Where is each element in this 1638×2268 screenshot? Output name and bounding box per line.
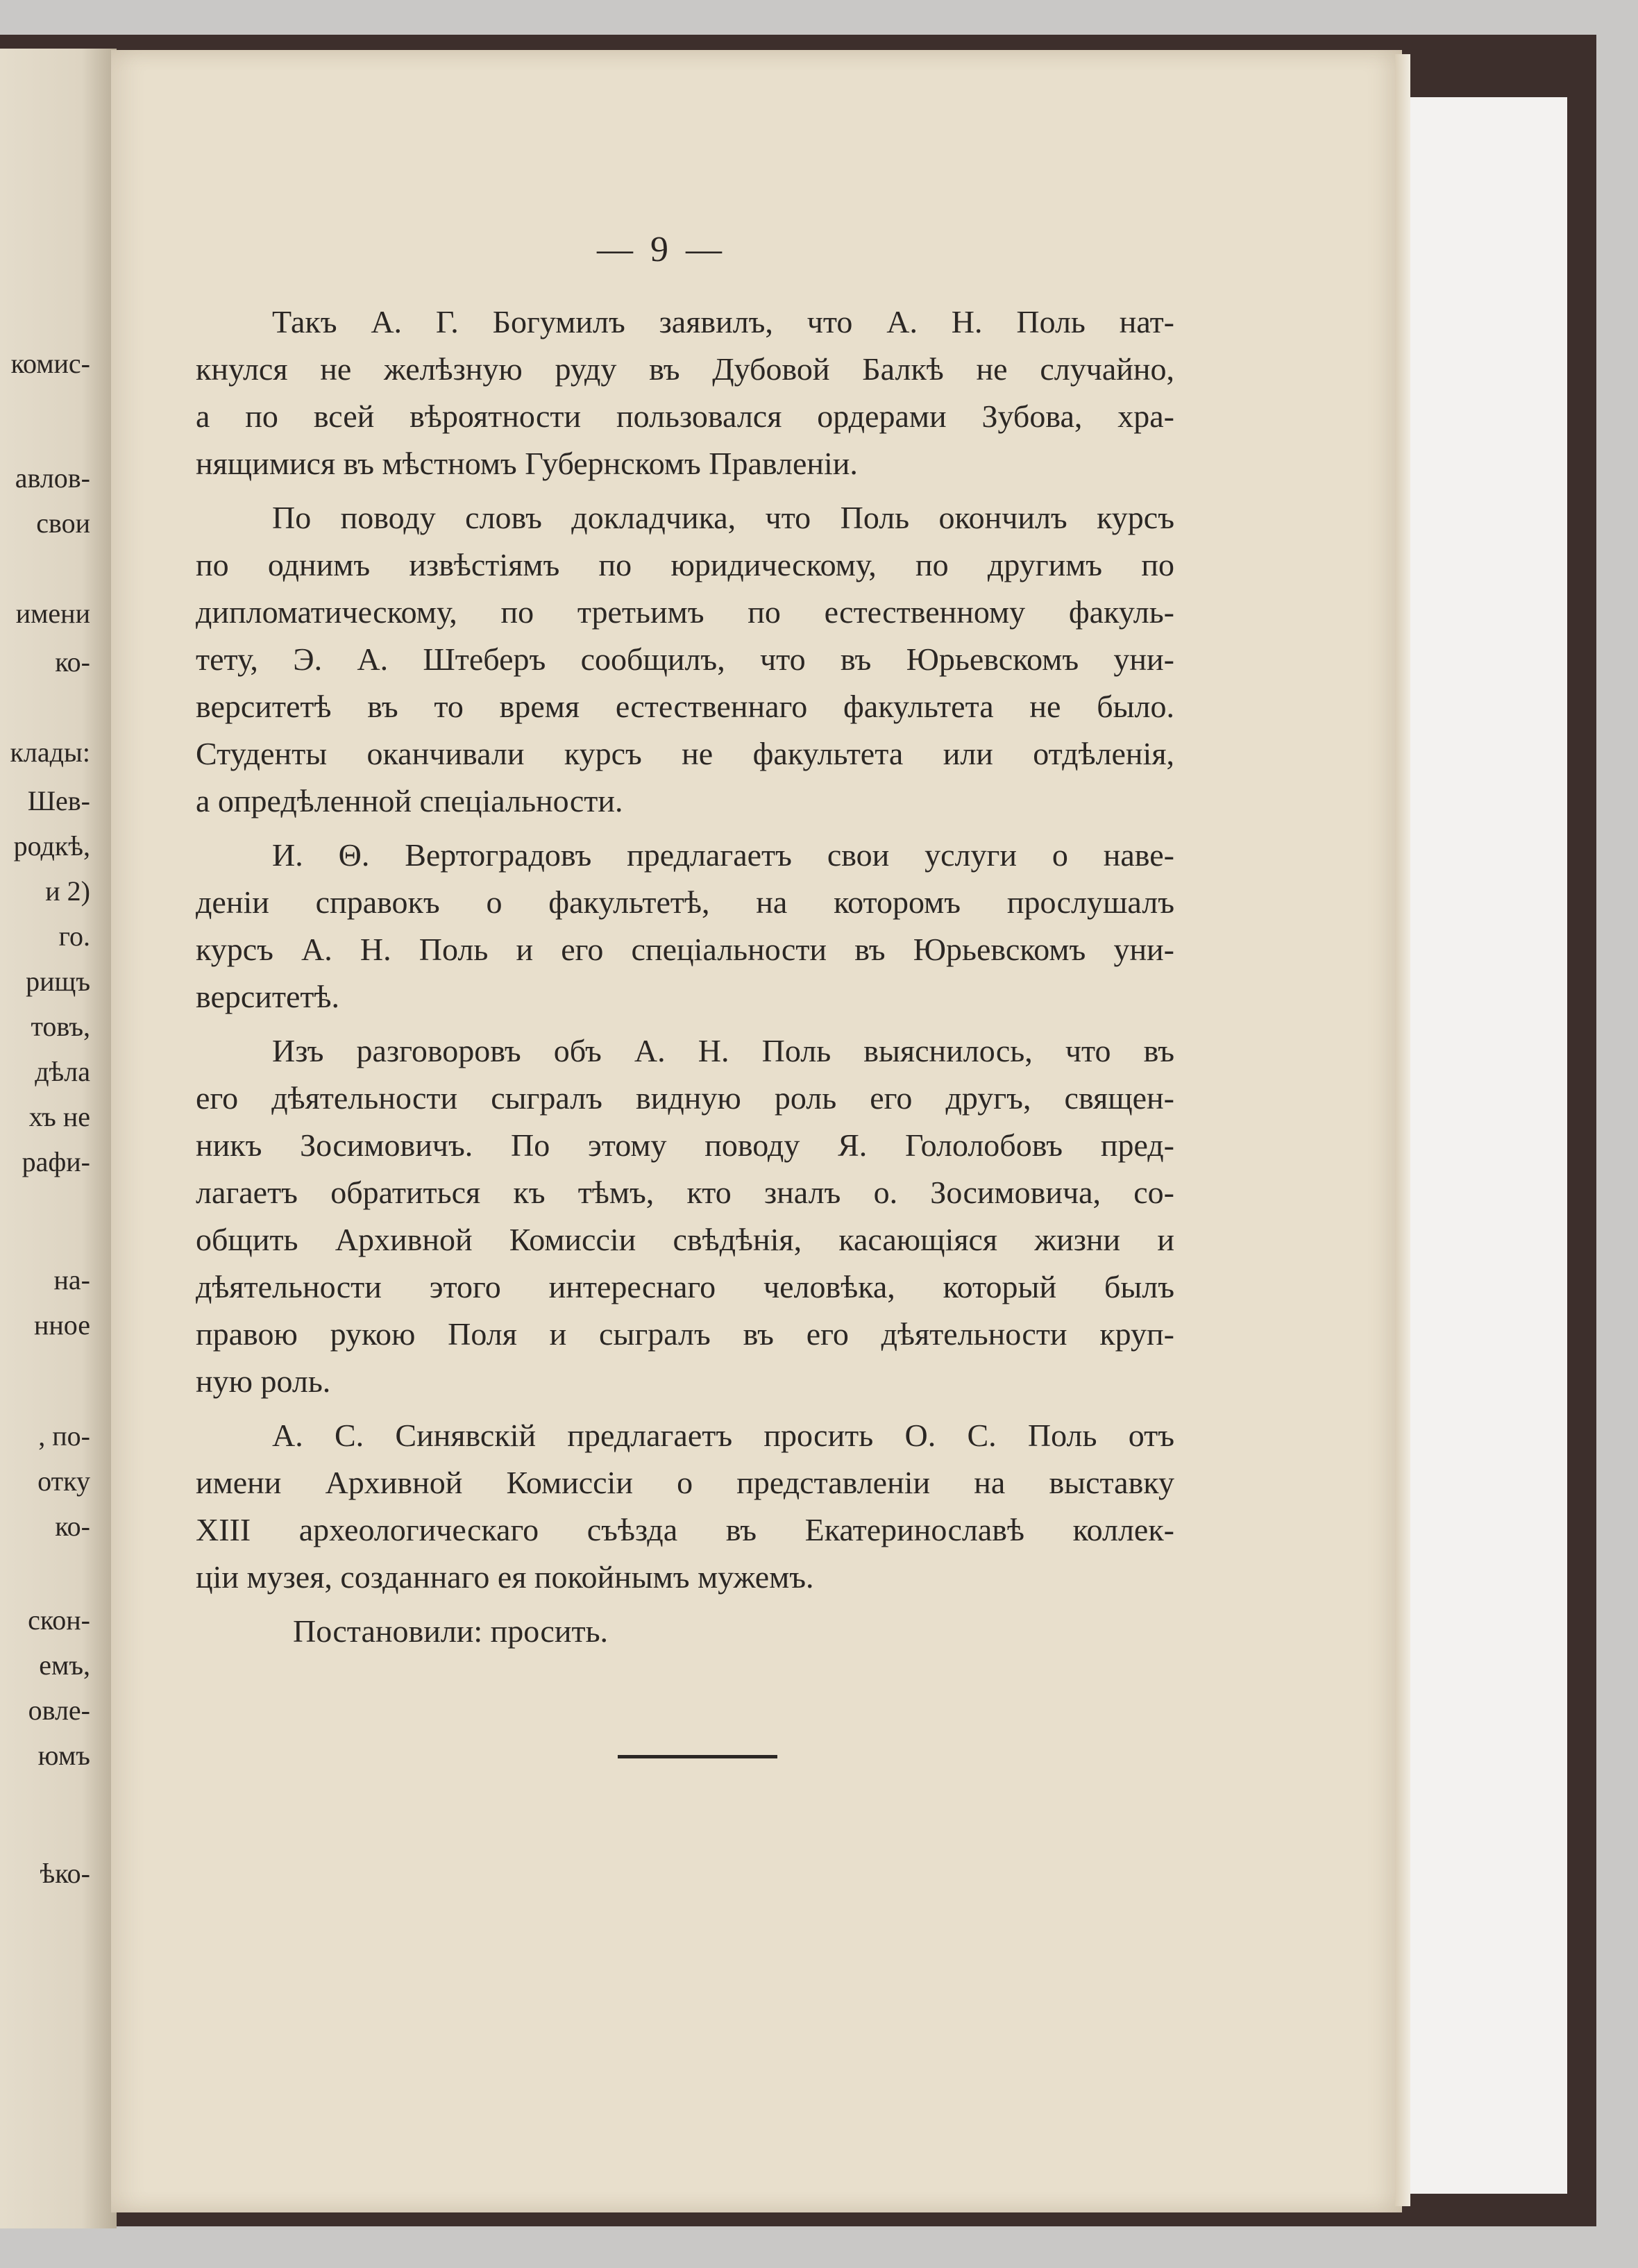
left-page-fragment: рафи-	[22, 1146, 90, 1177]
text-line: общить Архивной Комиссіи свѣдѣнія, касающіяся жизни и	[196, 1222, 1174, 1257]
paragraph	[196, 832, 1174, 1020]
left-page-fragment: дѣла	[35, 1056, 90, 1087]
text-line: А. С. Синявскій предлагаетъ просить О. С. Поль отъ	[272, 1418, 1174, 1453]
closing-rule	[618, 1755, 777, 1758]
text-line: а по всей вѣроятности пользовался ордерами Зубова, хра-	[196, 398, 1174, 434]
left-page-fragment: юмъ	[37, 1740, 90, 1771]
page-number: — 9 —	[597, 230, 726, 269]
text-line: ную роль.	[196, 1363, 331, 1399]
left-page-fragment: авлов-	[15, 462, 90, 494]
paragraph	[196, 494, 1174, 825]
left-page-fragment: го.	[58, 921, 90, 952]
left-page-fragment: свои	[36, 507, 90, 539]
left-page-fragment: на-	[53, 1264, 90, 1295]
left-page-fragment: отку	[37, 1465, 90, 1497]
text-line: кнулся не желѣзную руду въ Дубовой Балкѣ не случайно,	[196, 351, 1174, 387]
paragraph	[196, 1027, 1174, 1405]
left-page-fragment: емъ,	[39, 1649, 90, 1681]
text-line: ціи музея, созданнаго ея покойнымъ мужемъ.	[196, 1559, 814, 1595]
left-page-fragment: имени	[15, 598, 90, 629]
left-page-fragment: и 2)	[45, 875, 90, 907]
text-line: XIII археологическаго съѣзда въ Екатеринославѣ коллек-	[196, 1512, 1174, 1547]
text-line: по однимъ извѣстіямъ по юридическому, по другимъ по	[196, 547, 1174, 582]
text-line: Студенты оканчивали курсъ не факультета или отдѣленія,	[196, 736, 1174, 771]
left-page-fragment: ѣко-	[40, 1858, 90, 1889]
left-page-fragment: ко-	[55, 1511, 90, 1542]
text-line: По поводу словъ докладчика, что Поль окончилъ курсъ	[272, 500, 1174, 535]
text-line: а опредѣленной спеціальности.	[196, 783, 623, 818]
left-page-fragment: хъ не	[28, 1101, 90, 1132]
left-page-fragment: овле-	[28, 1695, 90, 1726]
left-page-fragment: Шев-	[27, 785, 90, 816]
text-line: лагаетъ обратиться къ тѣмъ, кто зналъ о. Зосимовича, со-	[196, 1175, 1174, 1210]
text-line: никъ Зосимовичъ. По этому поводу Я. Гололобовъ пред-	[196, 1127, 1174, 1163]
text-line: дипломатическому, по третьимъ по естественному факуль-	[196, 594, 1174, 630]
text-line: дѣятельности этого интереснаго человѣка, который былъ	[196, 1269, 1174, 1304]
text-line: нящимися въ мѣстномъ Губернскомъ Правленіи.	[196, 446, 858, 481]
left-page-fragment: скон-	[28, 1604, 90, 1636]
text-line: деніи справокъ о факультетѣ, на которомъ прослушалъ	[196, 884, 1174, 920]
left-page-fragment: клады:	[10, 737, 90, 768]
left-page-fragment: рищъ	[26, 966, 90, 997]
background-sheet	[1408, 97, 1567, 2194]
text-line: его дѣятельности сыгралъ видную роль его другъ, священ-	[196, 1080, 1174, 1116]
text-line: курсъ А. Н. Поль и его спеціальности въ Юрьевскомъ уни-	[196, 932, 1174, 967]
resolution-line: Постановили: просить.	[293, 1613, 609, 1649]
left-page-fragment: ко-	[55, 646, 90, 678]
left-page-fragment: нное	[33, 1309, 90, 1341]
left-page-fragment: родкѣ,	[13, 830, 90, 862]
left-page-fragment: комис-	[10, 348, 90, 379]
left-page-fragment: , по-	[38, 1420, 90, 1452]
left-page-fragment: товъ,	[31, 1011, 90, 1042]
text-line: имени Архивной Комиссіи о представленіи на выставку	[196, 1465, 1174, 1500]
text-line: И. Θ. Вертоградовъ предлагаетъ свои услуги о наве-	[272, 837, 1174, 873]
text-line: Изъ разговоровъ объ А. Н. Поль выяснилось, что въ	[272, 1033, 1174, 1068]
page-body-text	[196, 299, 1174, 1655]
page-edge	[1395, 54, 1410, 2206]
paragraph	[196, 299, 1174, 487]
text-line: верситетѣ.	[196, 979, 339, 1014]
left-facing-page	[0, 49, 117, 2228]
text-line: верситетѣ въ то время естественнаго факультета не было.	[196, 689, 1174, 724]
text-line: правою рукою Поля и сыгралъ въ его дѣятельности круп-	[196, 1316, 1174, 1352]
text-line: тету, Э. А. Штеберъ сообщилъ, что въ Юрьевскомъ уни-	[196, 641, 1174, 677]
text-line: Такъ А. Г. Богумилъ заявилъ, что А. Н. Поль нат-	[272, 304, 1174, 339]
paragraph	[196, 1412, 1174, 1601]
